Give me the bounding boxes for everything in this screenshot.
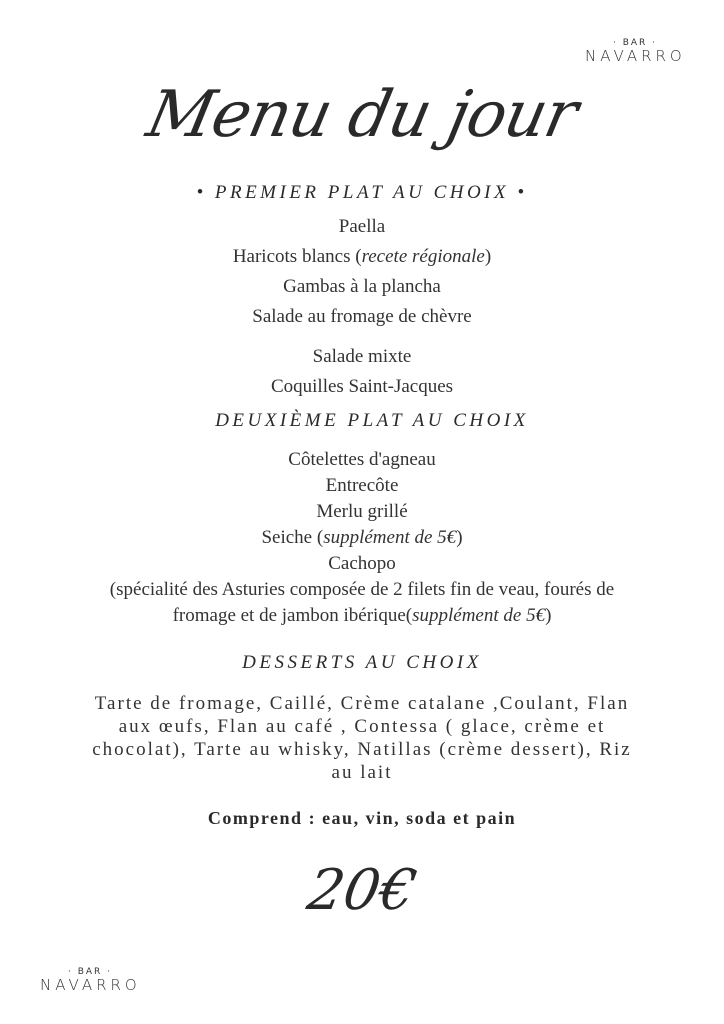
includes-note: Comprend : eau, vin, soda et pain xyxy=(207,808,517,828)
dish-list-first xyxy=(0,212,724,332)
dish-item: Salade au fromage de chèvre xyxy=(252,306,472,327)
dish-item: Merlu grillé xyxy=(316,501,408,522)
dish-item: Salade mixte xyxy=(312,346,412,367)
dessert-list xyxy=(0,692,724,784)
dish-item: Cachopo xyxy=(328,553,396,574)
logo-top xyxy=(585,38,685,65)
page-title: Menu du jour xyxy=(140,78,584,152)
dish-item: Haricots blancs (recete régionale) xyxy=(232,246,492,267)
logo-bottom xyxy=(40,967,140,994)
dessert-line: chocolat), Tarte au whisky, Natillas (crème dessert), Riz xyxy=(92,739,632,760)
dish-list-second xyxy=(0,447,724,629)
logo-bar-label: · BAR · xyxy=(67,967,113,977)
dish-item: Entrecôte xyxy=(325,475,399,496)
dish-item: Gambas à la plancha xyxy=(283,276,441,297)
logo-name: NAVARRO xyxy=(40,976,141,994)
dish-list-first-extra xyxy=(0,342,724,402)
logo-name: NAVARRO xyxy=(585,47,686,65)
dish-note: (spécialité des Asturies composée de 2 filets fin de veau, fourés de xyxy=(109,579,615,600)
dessert-line: aux œufs, Flan au café , Contessa ( glace, crème et xyxy=(118,716,606,737)
dessert-line: Tarte de fromage, Caillé, Crème catalane ,Coulant, Flan xyxy=(94,693,630,714)
dish-item: Paella xyxy=(338,216,386,237)
section-heading-first: • PREMIER PLAT AU CHOIX • xyxy=(196,182,528,203)
dish-item: Côtelettes d'agneau xyxy=(288,449,436,470)
logo-bar-label: · BAR · xyxy=(612,38,658,48)
dish-item: Seiche (supplément de 5€) xyxy=(261,527,463,548)
dish-note: fromage et de jambon ibérique(supplément de 5€) xyxy=(172,605,552,626)
dessert-line: au lait xyxy=(331,762,393,783)
price: 20€ xyxy=(302,858,422,923)
dish-item: Coquilles Saint-Jacques xyxy=(270,376,454,397)
section-heading-second: DEUXIÈME PLAT AU CHOIX xyxy=(215,410,529,431)
section-heading-desserts: DESSERTS AU CHOIX xyxy=(242,652,482,673)
